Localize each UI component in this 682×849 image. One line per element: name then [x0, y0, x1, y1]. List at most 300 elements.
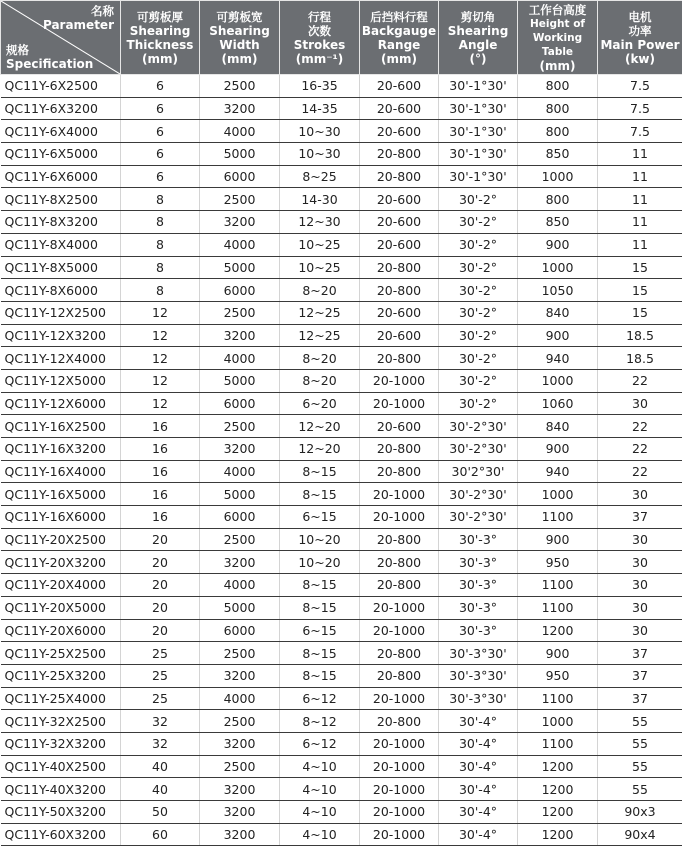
- power-cell: 15: [598, 279, 682, 302]
- angle-cell: 30'-2°: [439, 279, 518, 302]
- model-cell: QC11Y-8X2500: [1, 188, 121, 211]
- strokes-cell: 12~25: [280, 301, 360, 324]
- table-height-cell: 940: [518, 460, 598, 483]
- strokes-cell: 14-30: [280, 188, 360, 211]
- power-cell: 37: [598, 687, 682, 710]
- table-height-cell: 1100: [518, 687, 598, 710]
- model-cell: QC11Y-6X3200: [1, 97, 121, 120]
- model-cell: QC11Y-16X6000: [1, 506, 121, 529]
- width-cell: 2500: [200, 755, 280, 778]
- thickness-cell: 12: [121, 369, 200, 392]
- power-cell: 11: [598, 143, 682, 166]
- backgauge-cell: 20-800: [360, 143, 439, 166]
- backgauge-cell: 20-1000: [360, 801, 439, 824]
- backgauge-cell: 20-1000: [360, 392, 439, 415]
- power-cell: 55: [598, 732, 682, 755]
- backgauge-cell: 20-800: [360, 710, 439, 733]
- strokes-cell: 6~12: [280, 687, 360, 710]
- power-cell: 37: [598, 642, 682, 665]
- width-cell: 4000: [200, 120, 280, 143]
- table-row: [1, 460, 682, 483]
- backgauge-cell: 20-800: [360, 256, 439, 279]
- table-height-cell: 900: [518, 528, 598, 551]
- table-height-cell: 1200: [518, 801, 598, 824]
- table-row: [1, 710, 682, 733]
- parameter-cn: 名称: [91, 4, 114, 18]
- strokes-cell: 10~25: [280, 233, 360, 256]
- table-row: [1, 165, 682, 188]
- model-cell: QC11Y-16X3200: [1, 438, 121, 461]
- angle-cell: 30'-3°30': [439, 664, 518, 687]
- strokes-cell: 12~20: [280, 415, 360, 438]
- header-shearing-width: 可剪板宽 Shearing Width (mm): [200, 1, 280, 75]
- table-row: [1, 347, 682, 370]
- power-cell: 30: [598, 551, 682, 574]
- backgauge-cell: 20-800: [360, 664, 439, 687]
- angle-cell: 30'-1°30': [439, 75, 518, 98]
- power-cell: 18.5: [598, 347, 682, 370]
- angle-cell: 30'-2°: [439, 188, 518, 211]
- angle-cell: 30'-4°: [439, 778, 518, 801]
- specification-cn: 规格: [6, 43, 29, 57]
- table-height-cell: 950: [518, 664, 598, 687]
- table-height-cell: 1100: [518, 574, 598, 597]
- power-cell: 7.5: [598, 120, 682, 143]
- thickness-cell: 6: [121, 120, 200, 143]
- model-cell: QC11Y-12X6000: [1, 392, 121, 415]
- power-cell: 11: [598, 188, 682, 211]
- strokes-cell: 6~20: [280, 392, 360, 415]
- power-cell: 11: [598, 211, 682, 234]
- table-row: [1, 97, 682, 120]
- table-height-cell: 900: [518, 438, 598, 461]
- width-cell: 3200: [200, 551, 280, 574]
- strokes-cell: 6~12: [280, 732, 360, 755]
- thickness-cell: 12: [121, 347, 200, 370]
- backgauge-cell: 20-800: [360, 438, 439, 461]
- table-row: [1, 778, 682, 801]
- width-cell: 4000: [200, 347, 280, 370]
- model-cell: QC11Y-8X4000: [1, 233, 121, 256]
- backgauge-cell: 20-600: [360, 188, 439, 211]
- table-header-row: [1, 1, 682, 75]
- strokes-cell: 8~15: [280, 642, 360, 665]
- model-cell: QC11Y-20X4000: [1, 574, 121, 597]
- backgauge-cell: 20-600: [360, 75, 439, 98]
- angle-cell: 30'-4°: [439, 732, 518, 755]
- angle-cell: 30'-3°30': [439, 687, 518, 710]
- width-cell: 6000: [200, 279, 280, 302]
- power-cell: 15: [598, 256, 682, 279]
- power-cell: 90x3: [598, 801, 682, 824]
- width-cell: 3200: [200, 438, 280, 461]
- thickness-cell: 25: [121, 642, 200, 665]
- table-row: [1, 256, 682, 279]
- model-cell: QC11Y-6X5000: [1, 143, 121, 166]
- width-cell: 6000: [200, 619, 280, 642]
- table-height-cell: 850: [518, 211, 598, 234]
- angle-cell: 30'-2°: [439, 301, 518, 324]
- table-height-cell: 1060: [518, 392, 598, 415]
- table-height-cell: 950: [518, 551, 598, 574]
- header-corner-cell: [1, 1, 121, 75]
- width-cell: 3200: [200, 324, 280, 347]
- backgauge-cell: 20-1000: [360, 596, 439, 619]
- strokes-cell: 8~15: [280, 483, 360, 506]
- table-row: [1, 551, 682, 574]
- model-cell: QC11Y-8X5000: [1, 256, 121, 279]
- strokes-cell: 8~25: [280, 165, 360, 188]
- table-row: [1, 528, 682, 551]
- strokes-cell: 12~20: [280, 438, 360, 461]
- table-height-cell: 900: [518, 642, 598, 665]
- strokes-cell: 4~10: [280, 778, 360, 801]
- angle-cell: 30'-2°30': [439, 483, 518, 506]
- corner-specification-label: [6, 43, 93, 71]
- thickness-cell: 16: [121, 438, 200, 461]
- thickness-cell: 16: [121, 483, 200, 506]
- angle-cell: 30'-4°: [439, 823, 518, 846]
- width-cell: 3200: [200, 801, 280, 824]
- angle-cell: 30'-3°: [439, 574, 518, 597]
- angle-cell: 30'-2°: [439, 347, 518, 370]
- header-backgauge-range: 后挡料行程 Backgauge Range (mm): [360, 1, 439, 75]
- table-row: [1, 369, 682, 392]
- power-cell: 90x4: [598, 823, 682, 846]
- thickness-cell: 8: [121, 211, 200, 234]
- table-row: [1, 687, 682, 710]
- strokes-cell: 8~15: [280, 596, 360, 619]
- thickness-cell: 8: [121, 279, 200, 302]
- table-height-cell: 1100: [518, 732, 598, 755]
- thickness-cell: 6: [121, 75, 200, 98]
- thickness-cell: 12: [121, 301, 200, 324]
- power-cell: 15: [598, 301, 682, 324]
- backgauge-cell: 20-600: [360, 301, 439, 324]
- model-cell: QC11Y-32X2500: [1, 710, 121, 733]
- backgauge-cell: 20-1000: [360, 732, 439, 755]
- table-row: [1, 279, 682, 302]
- power-cell: 7.5: [598, 75, 682, 98]
- strokes-cell: 10~30: [280, 120, 360, 143]
- thickness-cell: 32: [121, 732, 200, 755]
- table-row: [1, 596, 682, 619]
- table-height-cell: 1000: [518, 369, 598, 392]
- angle-cell: 30'-2°30': [439, 506, 518, 529]
- width-cell: 6000: [200, 165, 280, 188]
- power-cell: 7.5: [598, 97, 682, 120]
- table-height-cell: 1000: [518, 483, 598, 506]
- model-cell: QC11Y-6X2500: [1, 75, 121, 98]
- table-row: [1, 188, 682, 211]
- backgauge-cell: 20-600: [360, 415, 439, 438]
- power-cell: 22: [598, 460, 682, 483]
- width-cell: 3200: [200, 823, 280, 846]
- backgauge-cell: 20-1000: [360, 619, 439, 642]
- width-cell: 5000: [200, 369, 280, 392]
- backgauge-cell: 20-1000: [360, 369, 439, 392]
- angle-cell: 30'-1°30': [439, 97, 518, 120]
- power-cell: 30: [598, 528, 682, 551]
- model-cell: QC11Y-40X2500: [1, 755, 121, 778]
- thickness-cell: 8: [121, 188, 200, 211]
- strokes-cell: 8~20: [280, 279, 360, 302]
- table-row: [1, 120, 682, 143]
- strokes-cell: 8~20: [280, 369, 360, 392]
- table-body: [1, 75, 682, 846]
- strokes-cell: 6~15: [280, 506, 360, 529]
- width-cell: 3200: [200, 211, 280, 234]
- width-cell: 2500: [200, 642, 280, 665]
- angle-cell: 30'-2°: [439, 324, 518, 347]
- width-cell: 4000: [200, 574, 280, 597]
- header-working-table-height: 工作台高度 Height of Working Table (mm): [518, 1, 598, 75]
- table-height-cell: 1050: [518, 279, 598, 302]
- power-cell: 55: [598, 778, 682, 801]
- table-row: [1, 143, 682, 166]
- backgauge-cell: 20-600: [360, 120, 439, 143]
- backgauge-cell: 20-800: [360, 528, 439, 551]
- strokes-cell: 6~15: [280, 619, 360, 642]
- angle-cell: 30'-2°: [439, 369, 518, 392]
- backgauge-cell: 20-800: [360, 347, 439, 370]
- thickness-cell: 20: [121, 619, 200, 642]
- table-height-cell: 1100: [518, 506, 598, 529]
- strokes-cell: 14-35: [280, 97, 360, 120]
- table-row: [1, 415, 682, 438]
- angle-cell: 30'-2°: [439, 392, 518, 415]
- power-cell: 11: [598, 233, 682, 256]
- width-cell: 5000: [200, 256, 280, 279]
- model-cell: QC11Y-20X6000: [1, 619, 121, 642]
- width-cell: 2500: [200, 415, 280, 438]
- model-cell: QC11Y-16X2500: [1, 415, 121, 438]
- power-cell: 37: [598, 664, 682, 687]
- angle-cell: 30'-2°30': [439, 438, 518, 461]
- thickness-cell: 6: [121, 143, 200, 166]
- backgauge-cell: 20-1000: [360, 823, 439, 846]
- model-cell: QC11Y-40X3200: [1, 778, 121, 801]
- table-height-cell: 850: [518, 143, 598, 166]
- width-cell: 2500: [200, 75, 280, 98]
- strokes-cell: 4~10: [280, 755, 360, 778]
- table-height-cell: 940: [518, 347, 598, 370]
- angle-cell: 30'-2°: [439, 211, 518, 234]
- angle-cell: 30'-4°: [439, 755, 518, 778]
- model-cell: QC11Y-12X4000: [1, 347, 121, 370]
- thickness-cell: 25: [121, 687, 200, 710]
- table-row: [1, 755, 682, 778]
- thickness-cell: 40: [121, 755, 200, 778]
- width-cell: 5000: [200, 596, 280, 619]
- table-height-cell: 900: [518, 233, 598, 256]
- model-cell: QC11Y-25X4000: [1, 687, 121, 710]
- table-height-cell: 800: [518, 120, 598, 143]
- corner-parameter-label: [43, 4, 114, 32]
- model-cell: QC11Y-6X4000: [1, 120, 121, 143]
- strokes-cell: 10~20: [280, 528, 360, 551]
- table-height-cell: 1000: [518, 710, 598, 733]
- thickness-cell: 20: [121, 528, 200, 551]
- strokes-cell: 10~20: [280, 551, 360, 574]
- strokes-cell: 10~30: [280, 143, 360, 166]
- model-cell: QC11Y-8X3200: [1, 211, 121, 234]
- thickness-cell: 20: [121, 574, 200, 597]
- table-height-cell: 900: [518, 324, 598, 347]
- angle-cell: 30'-1°30': [439, 120, 518, 143]
- angle-cell: 30'-3°: [439, 551, 518, 574]
- power-cell: 30: [598, 596, 682, 619]
- width-cell: 4000: [200, 460, 280, 483]
- table-height-cell: 1200: [518, 619, 598, 642]
- table-row: [1, 211, 682, 234]
- power-cell: 11: [598, 165, 682, 188]
- thickness-cell: 40: [121, 778, 200, 801]
- width-cell: 2500: [200, 528, 280, 551]
- backgauge-cell: 20-600: [360, 97, 439, 120]
- backgauge-cell: 20-800: [360, 642, 439, 665]
- strokes-cell: 16-35: [280, 75, 360, 98]
- width-cell: 3200: [200, 732, 280, 755]
- table-row: [1, 392, 682, 415]
- strokes-cell: 4~10: [280, 823, 360, 846]
- backgauge-cell: 20-800: [360, 165, 439, 188]
- strokes-cell: 8~20: [280, 347, 360, 370]
- parameter-en: Parameter: [42, 18, 114, 32]
- width-cell: 2500: [200, 301, 280, 324]
- width-cell: 3200: [200, 97, 280, 120]
- thickness-cell: 12: [121, 324, 200, 347]
- table-height-cell: 840: [518, 415, 598, 438]
- power-cell: 30: [598, 483, 682, 506]
- backgauge-cell: 20-1000: [360, 778, 439, 801]
- model-cell: QC11Y-20X5000: [1, 596, 121, 619]
- backgauge-cell: 20-1000: [360, 483, 439, 506]
- thickness-cell: 16: [121, 415, 200, 438]
- table-row: [1, 732, 682, 755]
- backgauge-cell: 20-800: [360, 574, 439, 597]
- table-row: [1, 642, 682, 665]
- width-cell: 6000: [200, 506, 280, 529]
- backgauge-cell: 20-1000: [360, 506, 439, 529]
- width-cell: 3200: [200, 778, 280, 801]
- backgauge-cell: 20-1000: [360, 755, 439, 778]
- model-cell: QC11Y-50X3200: [1, 801, 121, 824]
- width-cell: 2500: [200, 188, 280, 211]
- model-cell: QC11Y-12X2500: [1, 301, 121, 324]
- table-row: [1, 483, 682, 506]
- table-row: [1, 664, 682, 687]
- thickness-cell: 25: [121, 664, 200, 687]
- backgauge-cell: 20-800: [360, 460, 439, 483]
- power-cell: 18.5: [598, 324, 682, 347]
- model-cell: QC11Y-12X5000: [1, 369, 121, 392]
- width-cell: 6000: [200, 392, 280, 415]
- header-strokes: 行程 次数 Strokes (mm⁻¹): [280, 1, 360, 75]
- power-cell: 55: [598, 710, 682, 733]
- power-cell: 30: [598, 392, 682, 415]
- model-cell: QC11Y-32X3200: [1, 732, 121, 755]
- table-height-cell: 1200: [518, 778, 598, 801]
- power-cell: 55: [598, 755, 682, 778]
- backgauge-cell: 20-600: [360, 324, 439, 347]
- model-cell: QC11Y-16X4000: [1, 460, 121, 483]
- strokes-cell: 8~15: [280, 664, 360, 687]
- thickness-cell: 50: [121, 801, 200, 824]
- model-cell: QC11Y-8X6000: [1, 279, 121, 302]
- power-cell: 22: [598, 438, 682, 461]
- table-height-cell: 1200: [518, 823, 598, 846]
- table-row: [1, 506, 682, 529]
- angle-cell: 30'-2°: [439, 256, 518, 279]
- header-main-power: 电机 功率 Main Power (kw): [598, 1, 682, 75]
- table-row: [1, 75, 682, 98]
- model-cell: QC11Y-12X3200: [1, 324, 121, 347]
- strokes-cell: 8~15: [280, 574, 360, 597]
- width-cell: 3200: [200, 664, 280, 687]
- table-height-cell: 1000: [518, 256, 598, 279]
- power-cell: 22: [598, 369, 682, 392]
- table-height-cell: 840: [518, 301, 598, 324]
- table-row: [1, 574, 682, 597]
- angle-cell: 30'-1°30': [439, 143, 518, 166]
- thickness-cell: 6: [121, 97, 200, 120]
- table-height-cell: 800: [518, 97, 598, 120]
- model-cell: QC11Y-6X6000: [1, 165, 121, 188]
- backgauge-cell: 20-600: [360, 233, 439, 256]
- model-cell: QC11Y-25X2500: [1, 642, 121, 665]
- thickness-cell: 60: [121, 823, 200, 846]
- power-cell: 30: [598, 574, 682, 597]
- angle-cell: 30'-4°: [439, 710, 518, 733]
- thickness-cell: 6: [121, 165, 200, 188]
- thickness-cell: 32: [121, 710, 200, 733]
- table-height-cell: 1100: [518, 596, 598, 619]
- specification-en: Specification: [6, 57, 94, 71]
- strokes-cell: 12~25: [280, 324, 360, 347]
- power-cell: 22: [598, 415, 682, 438]
- model-cell: QC11Y-16X5000: [1, 483, 121, 506]
- model-cell: QC11Y-20X2500: [1, 528, 121, 551]
- backgauge-cell: 20-800: [360, 551, 439, 574]
- angle-cell: 30'-3°: [439, 619, 518, 642]
- strokes-cell: 12~30: [280, 211, 360, 234]
- thickness-cell: 8: [121, 256, 200, 279]
- table-height-cell: 1000: [518, 165, 598, 188]
- angle-cell: 30'-2°: [439, 233, 518, 256]
- thickness-cell: 20: [121, 551, 200, 574]
- table-row: [1, 301, 682, 324]
- thickness-cell: 16: [121, 460, 200, 483]
- table-row: [1, 233, 682, 256]
- power-cell: 30: [598, 619, 682, 642]
- header-shearing-angle: 剪切角 Shearing Angle (°): [439, 1, 518, 75]
- backgauge-cell: 20-1000: [360, 687, 439, 710]
- width-cell: 4000: [200, 233, 280, 256]
- angle-cell: 30'-4°: [439, 801, 518, 824]
- width-cell: 5000: [200, 483, 280, 506]
- angle-cell: 30'-3°30': [439, 642, 518, 665]
- model-cell: QC11Y-60X3200: [1, 823, 121, 846]
- angle-cell: 30'-2°30': [439, 415, 518, 438]
- backgauge-cell: 20-800: [360, 279, 439, 302]
- width-cell: 4000: [200, 687, 280, 710]
- strokes-cell: 10~25: [280, 256, 360, 279]
- thickness-cell: 12: [121, 392, 200, 415]
- angle-cell: 30'-3°: [439, 596, 518, 619]
- table-row: [1, 438, 682, 461]
- table-row: [1, 823, 682, 846]
